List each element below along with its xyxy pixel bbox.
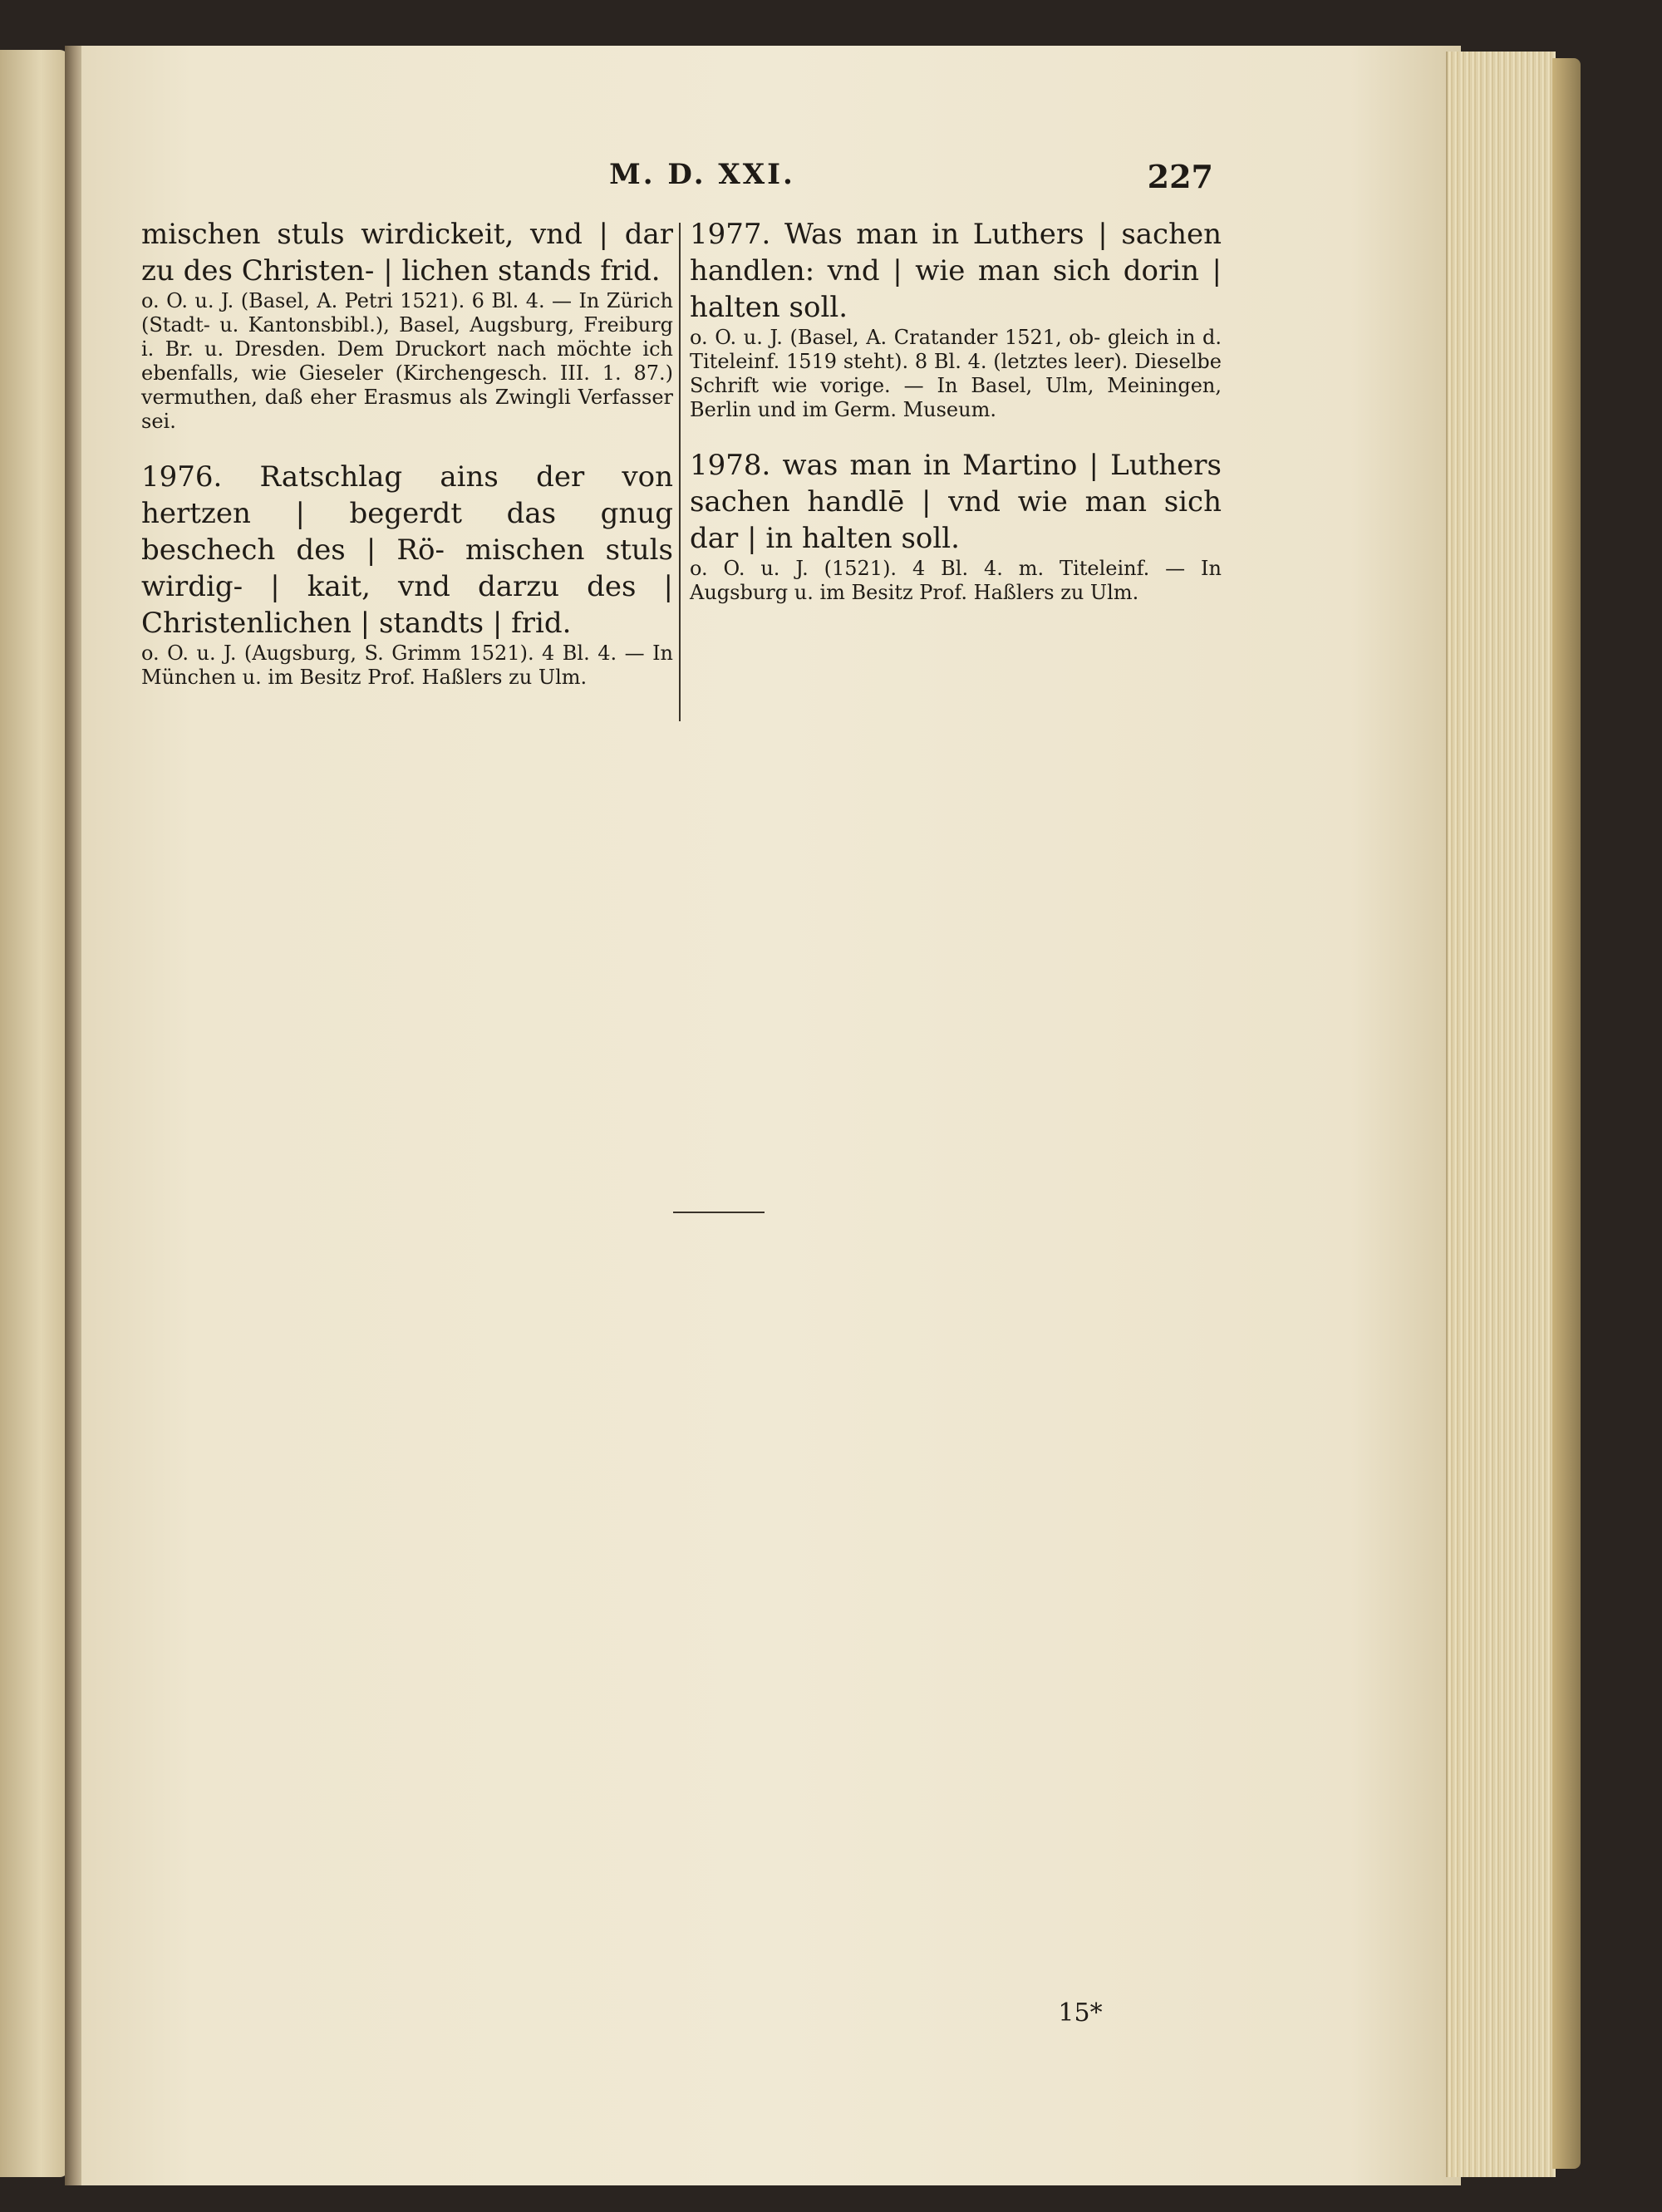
- entry-1976-title: 1976. Ratschlag ains der von hertzen | begerdt das gnug beschech des | Rö- mischen stuls wirdig- | kait, vnd darzu des | Christenlichen | standts | frid.: [141, 460, 673, 640]
- entry-1977-note: o. O. u. J. (Basel, A. Cratander 1521, ob- gleich in d. Titeleinf. 1519 steht). 8 Bl. 4. (letztes leer). Dieselbe Schrift wie vorige. — In Basel, Ulm, Meiningen, Berlin und im Germ. Museum.: [690, 326, 1222, 421]
- page-block-edges: [1446, 52, 1556, 2177]
- signature-mark: 15*: [1058, 1998, 1103, 2028]
- entry-1978-title: 1978. was man in Martino | Luthers sachen handlē | vnd wie man sich dar | in halten soll.: [690, 449, 1222, 555]
- continuation-body: mischen stuls wirdickeit, vnd | dar zu des Christen- | lichen stands frid.: [141, 218, 673, 288]
- page-number: 227: [1147, 158, 1213, 195]
- running-header: M. D. XXI.: [609, 158, 795, 191]
- entry-1978-note: o. O. u. J. (1521). 4 Bl. 4. m. Titeleinf. — In Augsburg u. im Besitz Prof. Haßlers zu Ulm.: [690, 557, 1222, 604]
- entry-1977-title: 1977. Was man in Luthers | sachen handlen: vnd | wie man sich dorin | halten soll.: [690, 218, 1222, 324]
- column-divider: [679, 223, 681, 721]
- entry-1976-note: o. O. u. J. (Augsburg, S. Grimm 1521). 4 Bl. 4. — In München u. im Besitz Prof. Haßlers zu Ulm.: [141, 641, 673, 689]
- book-cover-edge: [1552, 58, 1581, 2169]
- section-rule: [673, 1212, 765, 1213]
- right-column: [690, 216, 1222, 605]
- continuation-note: o. O. u. J. (Basel, A. Petri 1521). 6 Bl. 4. — In Zürich (Stadt- u. Kantonsbibl.), Basel, Augsburg, Freiburg i. Br. u. Dresden. Dem Druckort nach möchte ich ebenfalls, wie Gieseler (Kirchengesch. III. 1. 87.) vermuthen, daß eher Erasmus als Zwingli Verfasser sei.: [141, 289, 673, 433]
- previous-page-edge: [0, 50, 68, 2177]
- left-column: [141, 216, 673, 690]
